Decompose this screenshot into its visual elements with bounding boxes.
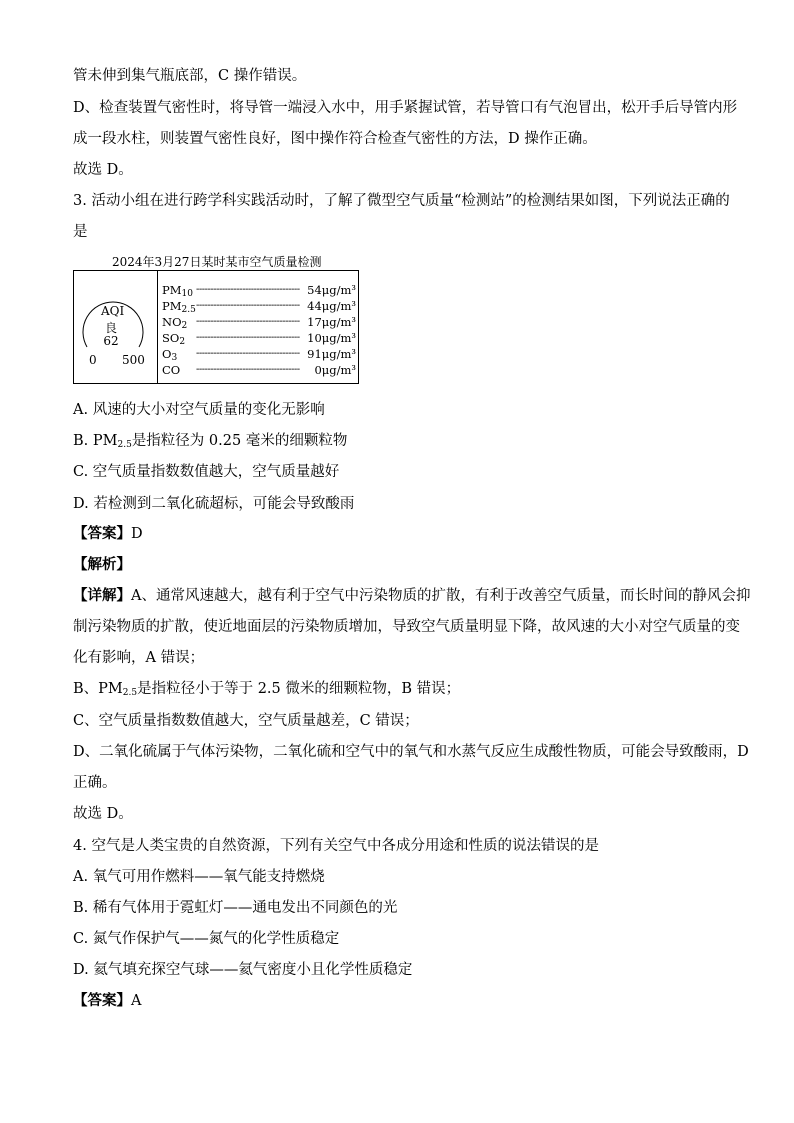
answer-value: D [131,526,143,542]
figure-divider [157,271,158,383]
text-line: 管未伸到集气瓶底部，C 操作错误。 [73,68,307,84]
pollutant-value: 17μg/m³ [307,315,356,329]
aqi-scale-min: 0 [89,353,97,367]
pollutant-row [162,314,356,330]
q4-option-a: A. 氧气可用作燃料——氧气能支持燃烧 [73,869,325,885]
detail-label: 【详解】 [73,587,131,604]
detail-subscript: 2.5 [122,688,138,698]
aqi-label: AQI [101,304,125,318]
pollutant-value: 0μg/m³ [314,363,356,377]
pollutant-row [162,298,356,314]
q4-option-b: B. 稀有气体用于霓虹灯——通电发出不同颜色的光 [73,900,398,916]
pollutant-name: $PM_{2.5}$ [162,299,196,315]
detail-text: A、通常风速越大，越有利于空气中污染物质的扩散，有利于改善空气质量，而长时间的静风会抑 [131,588,751,604]
text-line: D、检查装置气密性时，将导管一端浸入水中，用手紧握试管，若导管口有气泡冒出，松开手后导管内形 [73,100,738,116]
aqi-level: 良 [104,321,117,335]
dash-leader: ------------------------------------ [196,332,300,343]
dash-leader: ------------------------------------ [196,348,300,359]
answer-label: 【答案】 [73,525,131,542]
option-b [73,431,347,455]
figure-caption: 2024年3月27日某时某市空气质量检测 [112,255,322,269]
air-quality-figure [73,270,359,384]
aqi-value: 62 [103,334,119,348]
detail-line: D、二氧化硫属于气体污染物，二氧化硫和空气中的氧气和水蒸气反应生成酸性物质，可能会导致酸雨，D [73,744,749,760]
option-a: A. 风速的大小对空气质量的变化无影响 [73,402,325,418]
q4-option-c: C. 氮气作保护气——氮气的化学性质稳定 [73,931,340,947]
detail-line: C、空气质量指数数值越大，空气质量越差，C 错误； [73,713,419,729]
detail-line [73,679,460,703]
pollutant-value: 10μg/m³ [307,331,356,345]
detail-line: 正确。 [73,775,117,791]
option-b-subscript: 2.5 [117,440,132,450]
detail-line: 化有影响，A 错误； [73,650,205,666]
pollutant-row [162,330,356,346]
q4-option-d: D. 氦气填充探空气球——氦气密度小且化学性质稳定 [73,962,413,978]
pollutant-name: $O_3$ [162,347,178,363]
answer-label: 【答案】 [73,992,131,1009]
answer-value: A [131,993,142,1009]
question-4-stem: 4. 空气是人类宝贵的自然资源，下列有关空气中各成分用途和性质的说法错误的是 [73,838,599,854]
question-3-stem: 3. 活动小组在进行跨学科实践活动时，了解了微型空气质量“检测站”的检测结果如图，下列说法正确的 [73,193,730,209]
text-line: 成一段水柱，则装置气密性良好，图中操作符合检查气密性的方法，D 操作正确。 [73,131,597,147]
dash-leader: ------------------------------------ [196,364,300,375]
pollutant-row [162,282,356,298]
pollutant-name: CO [162,363,181,377]
option-d: D. 若检测到二氧化硫超标，可能会导致酸雨 [73,496,355,512]
answer-line [73,524,143,544]
aqi-scale-max: 500 [122,353,145,367]
pollutant-value: 91μg/m³ [307,347,356,361]
pollutant-name: $PM_{10}$ [162,283,193,299]
pollutant-name: $SO_2$ [162,331,186,347]
option-b-text: B. PM [73,433,118,449]
detail-text: B、PM [73,681,123,697]
option-b-text: 是指粒径为 0.25 毫米的细颗粒物 [131,433,348,449]
pollutant-value: 44μg/m³ [307,299,356,313]
pollutant-name: $NO_2$ [162,315,188,331]
analysis-label [73,555,131,575]
question-3-stem-cont: 是 [73,224,88,240]
pollutant-row [162,362,356,378]
pollutant-row [162,346,356,362]
analysis-label-text: 【解析】 [73,556,131,573]
dash-leader: ------------------------------------ [196,284,300,295]
option-c: C. 空气质量指数数值越大，空气质量越好 [73,464,340,480]
detail-line: 故选 D。 [73,806,133,822]
dash-leader: ------------------------------------ [196,316,300,327]
dash-leader: ------------------------------------ [196,300,300,311]
detail-line [73,586,750,606]
q4-answer-line [73,991,141,1011]
pollutant-value: 54μg/m³ [307,283,356,297]
detail-line: 制污染物质的扩散，使近地面层的污染物质增加，导致空气质量明显下降，故风速的大小对空气质量的变 [73,619,740,635]
text-line: 故选 D。 [73,162,133,178]
pollutant-list [162,282,356,378]
detail-text: 是指粒径小于等于 2.5 微米的细颗粒物，B 错误； [137,681,461,697]
